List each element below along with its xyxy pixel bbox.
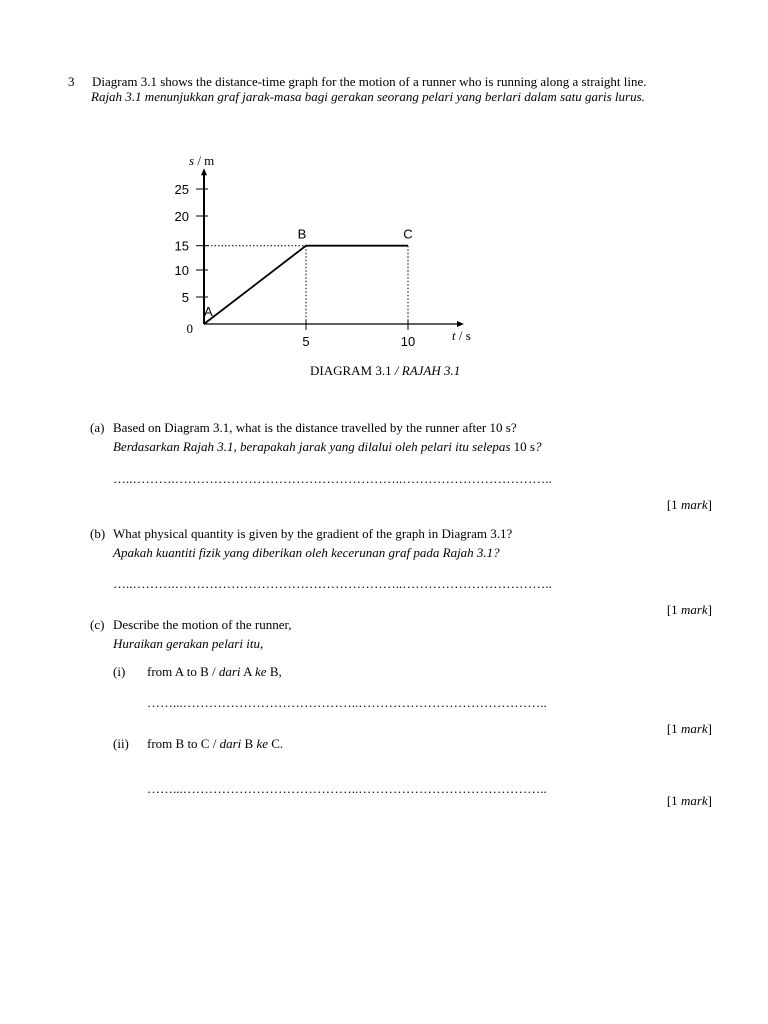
x-tick-label-5: 5	[302, 334, 310, 349]
x-tick-label-10: 10	[400, 334, 416, 349]
part-c-question-en: Describe the motion of the runner,	[113, 617, 292, 632]
part-a-label: (a)	[90, 420, 105, 435]
y-axis-arrow	[201, 168, 207, 175]
distance-time-graph	[0, 0, 768, 400]
part-c-label: (c)	[90, 617, 105, 632]
part-c-ii-mark-end: ]	[707, 793, 712, 808]
y-tick-label-20: 20	[174, 209, 189, 224]
part-c-ii-text-e: C.	[271, 736, 284, 751]
caption-separator: /	[391, 363, 402, 378]
part-b-question-en: What physical quantity is given by the gradient of the graph in Diagram 3.1?	[113, 526, 513, 541]
part-b-mark-word: mark	[680, 602, 708, 617]
y-tick-label-10: 10	[174, 263, 189, 278]
diagram-caption	[310, 363, 460, 379]
y-tick-label-5: 5	[181, 290, 189, 305]
part-a-question-ms-unit: 10 s	[513, 439, 535, 454]
part-c-i-text-d: ke	[255, 664, 267, 679]
part-c-ii-text-c: B	[244, 736, 254, 751]
part-c-i-answer-line[interactable]: ……...…………………………………..……………………………………..	[147, 695, 547, 710]
part-c-i-text-b: dari	[218, 664, 241, 679]
question-intro-en: Diagram 3.1 shows the distance-time graph for the motion of a runner who is running along a straight line.	[92, 74, 647, 89]
y-axis-label: s / m	[189, 153, 215, 169]
part-b-mark-num: [1	[666, 602, 678, 617]
part-a-question-ms-text: Berdasarkan Rajah 3.1, berapakah jarak yang dilalui oleh pelari itu selepas	[113, 439, 511, 454]
part-c-ii-mark-word: mark	[680, 793, 708, 808]
x-axis-label: t / s	[452, 328, 471, 343]
question-number: 3	[68, 74, 75, 89]
part-c-ii-text-a: from B to C /	[147, 736, 217, 751]
part-a-mark-end: ]	[707, 497, 712, 512]
caption-ms: RAJAH 3.1	[401, 363, 461, 378]
part-c-i-mark	[667, 721, 712, 737]
part-b-label: (b)	[90, 526, 106, 541]
part-b-mark-end: ]	[707, 602, 712, 617]
part-c-i-text-e: B,	[269, 664, 282, 679]
part-c-ii-answer-line[interactable]: ……...…………………………………..……………………………………..	[147, 781, 547, 796]
part-c-ii-label: (ii)	[113, 736, 129, 751]
part-c-ii-mark-num: [1	[666, 793, 678, 808]
part-a-answer-line[interactable]: …..……….……………………………………………..……………………………..	[113, 471, 552, 486]
point-label-B: B	[297, 226, 307, 242]
part-c-ii-text-d: ke	[256, 736, 268, 751]
y-tick-label-25: 25	[174, 182, 189, 197]
part-b-answer-line[interactable]: …..……….……………………………………………..……………………………..	[113, 576, 552, 591]
part-a-mark-num: [1	[666, 497, 678, 512]
caption-en: DIAGRAM 3.1	[310, 363, 392, 378]
part-c-i-mark-num: [1	[666, 721, 678, 736]
part-b-question-ms: Apakah kuantiti fizik yang diberikan oleh kecerunan graf pada Rajah 3.1?	[113, 545, 500, 560]
part-c-ii-question	[147, 736, 283, 752]
part-c-i-mark-word: mark	[680, 721, 708, 736]
part-c-i-mark-end: ]	[707, 721, 712, 736]
part-a-question-ms-qmark: ?	[534, 439, 542, 454]
y-tick-label-15: 15	[174, 238, 189, 254]
part-a-mark-word: mark	[680, 497, 708, 512]
point-label-C: C	[403, 226, 413, 242]
part-c-question-ms: Huraikan gerakan pelari itu,	[113, 636, 264, 651]
part-a-question-ms	[113, 439, 541, 455]
part-c-i-text-a: from A to B /	[147, 664, 216, 679]
part-c-i-text-c: A	[243, 664, 252, 679]
question-intro-ms: Rajah 3.1 menunjukkan graf jarak-masa bagi gerakan seorang pelari yang berlari dalam satu garis lurus.	[91, 89, 645, 104]
part-b-mark	[667, 602, 712, 618]
part-c-ii-mark	[667, 793, 712, 809]
point-label-A: A	[204, 304, 213, 319]
part-c-i-question	[147, 664, 282, 680]
part-c-ii-text-b: dari	[219, 736, 242, 751]
part-c-i-label: (i)	[113, 664, 126, 679]
x-axis-arrow	[457, 321, 464, 327]
origin-label: 0	[186, 321, 193, 336]
part-a-question-en: Based on Diagram 3.1, what is the distance travelled by the runner after 10 s?	[113, 420, 517, 435]
part-a-mark	[667, 497, 712, 513]
